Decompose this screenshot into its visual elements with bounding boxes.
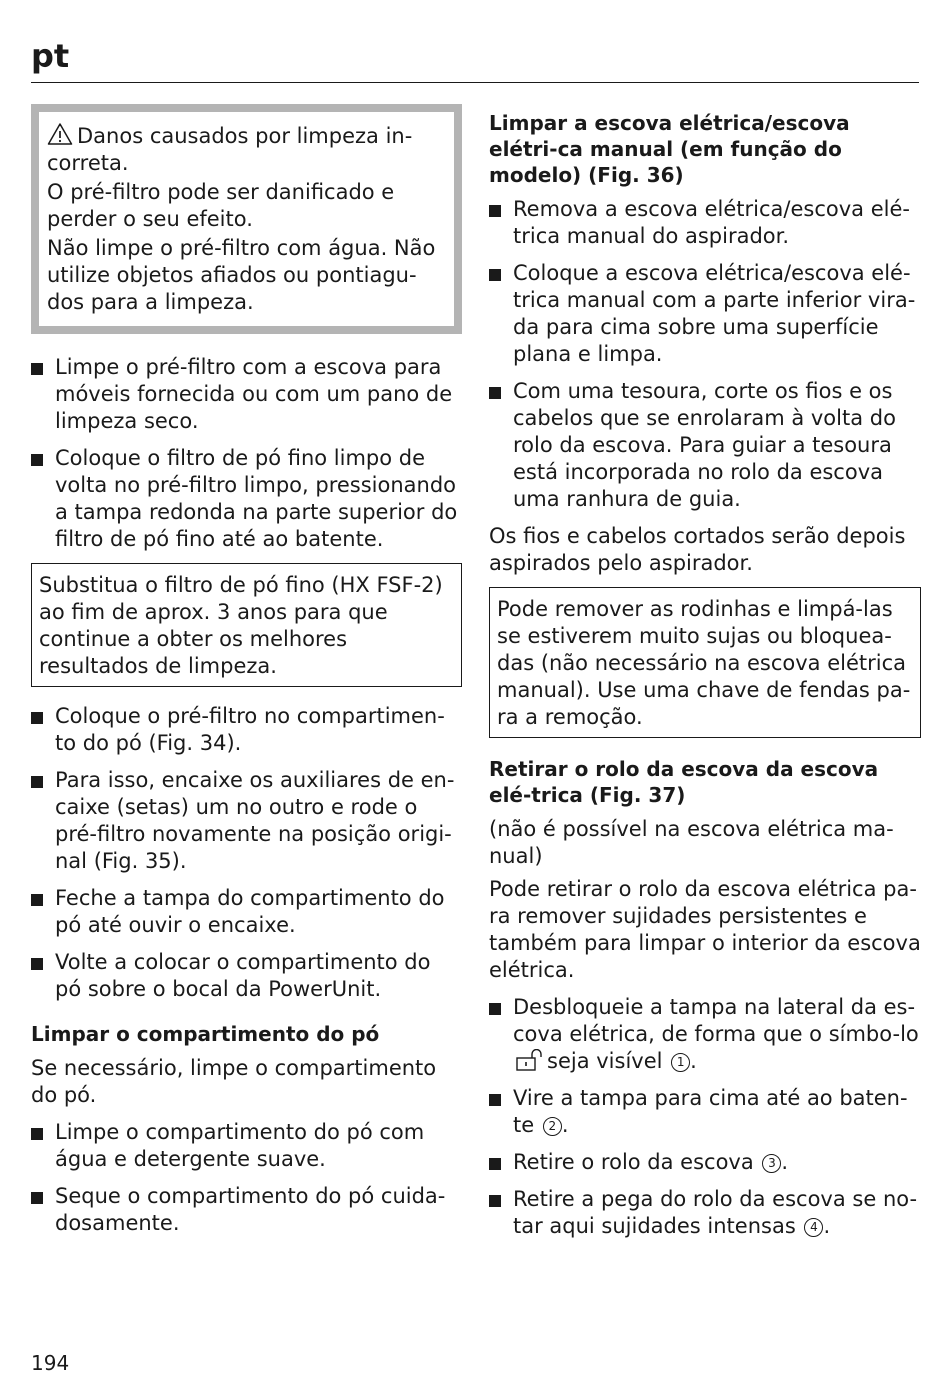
list-item	[31, 1119, 462, 1173]
list-item	[489, 378, 921, 513]
bullet-square	[31, 1192, 43, 1204]
list-item-text: Retire o rolo da escova	[513, 1150, 754, 1174]
bullet-list	[31, 1119, 462, 1237]
list-item-text: Coloque o pré-filtro no compartimen-to do pó (Fig. 34).	[55, 704, 445, 755]
list-item-text: Feche a tampa do compartimento do pó até ouvir o encaixe.	[55, 886, 445, 937]
list-item	[489, 1085, 921, 1139]
paragraph: Os fios e cabelos cortados serão depois aspirados pelo aspirador.	[489, 524, 906, 575]
list-item	[31, 767, 462, 875]
list-item-text: Com uma tesoura, corte os fios e os cabelos que se enrolaram à volta do rolo da escova. Para guiar a tesoura está incorporada no rolo da escova uma ranhura de guia.	[513, 379, 896, 511]
left-column	[31, 104, 462, 1247]
list-item	[31, 703, 462, 757]
list-item-text: Retire a pega do rolo da escova se no-tar aqui sujidades intensas	[513, 1187, 918, 1238]
bullet-list	[489, 994, 921, 1240]
section-heading: Retirar o rolo da escova da escova elé-trica (Fig. 37)	[489, 757, 879, 807]
callout-number: 2	[543, 1117, 562, 1136]
bullet-square	[31, 1128, 43, 1140]
bullet-square	[31, 363, 43, 375]
paragraph: Pode retirar o rolo da escova elétrica pa-ra remover sujidades persistentes e também para limpar o interior da escova elétrica.	[489, 877, 921, 982]
punctuation: .	[690, 1049, 697, 1073]
unlock-icon	[515, 1049, 545, 1071]
callout-number: 4	[804, 1218, 823, 1237]
list-item	[489, 260, 921, 368]
warning-line: Não limpe o pré-filtro com água. Não utilize objetos afiados ou pontiagu-dos para a limpeza.	[47, 236, 436, 314]
punctuation: .	[781, 1150, 789, 1174]
page-number: 194	[31, 1351, 70, 1375]
list-item	[489, 994, 921, 1075]
warning-triangle-icon	[47, 122, 73, 146]
list-item	[489, 1149, 921, 1176]
bullet-square	[31, 776, 43, 788]
list-item-text: seja visível	[547, 1049, 663, 1073]
language-code: pt	[31, 37, 70, 75]
bullet-square	[489, 1094, 501, 1106]
list-item	[489, 1186, 921, 1240]
list-item-text: Limpe o pré-filtro com a escova para móveis fornecida ou com um pano de limpeza seco.	[55, 355, 453, 433]
list-item-text: Para isso, encaixe os auxiliares de en-caixe (setas) um no outro e rode o pré-filtro novamente na posição origi-nal (Fig. 35).	[55, 768, 455, 873]
list-item	[31, 354, 462, 435]
bullet-square	[489, 205, 501, 217]
bullet-list	[31, 703, 462, 1003]
list-item-text: Seque o compartimento do pó cuida-dosamente.	[55, 1184, 446, 1235]
list-item-text: Coloque o filtro de pó fino limpo de volta no pré-filtro limpo, pressionando a tampa redonda na parte superior do filtro de pó fino até ao batente.	[55, 446, 458, 551]
warning-title-text: Danos causados por limpeza in-correta.	[47, 124, 413, 175]
list-item	[489, 196, 921, 250]
list-item-text: Remova a escova elétrica/escova elé-trica manual do aspirador.	[513, 197, 910, 248]
section-heading: Limpar a escova elétrica/escova elétri-ca manual (em função do modelo) (Fig. 36)	[489, 111, 850, 187]
list-item	[31, 949, 462, 1003]
list-item-text: Limpe o compartimento do pó com água e detergente suave.	[55, 1120, 425, 1171]
bullet-square	[31, 454, 43, 466]
bullet-list	[31, 354, 462, 553]
warning-title	[47, 122, 442, 177]
bullet-square	[489, 1195, 501, 1207]
header-rule	[31, 82, 919, 83]
bullet-square	[31, 958, 43, 970]
list-item-text: Desbloqueie a tampa na lateral da es-cova elétrica, de forma que o símbo-lo	[513, 995, 919, 1046]
bullet-square	[31, 894, 43, 906]
bullet-square	[489, 269, 501, 281]
warning-line: O pré-filtro pode ser danificado e perder o seu efeito.	[47, 180, 395, 231]
bullet-square	[489, 1158, 501, 1170]
bullet-square	[489, 387, 501, 399]
note-box: Pode remover as rodinhas e limpá-las se estiverem muito sujas ou bloquea-das (não necessário na escova elétrica manual). Use uma chave de fendas pa-ra a remoção.	[489, 587, 921, 738]
punctuation: .	[561, 1113, 569, 1137]
right-column	[489, 110, 921, 1250]
note-box: Substitua o filtro de pó fino (HX FSF-2) ao fim de aprox. 3 anos para que continue a obter os melhores resultados de limpeza.	[31, 563, 462, 687]
callout-number: 1	[671, 1053, 690, 1072]
warning-box	[31, 104, 462, 334]
paragraph: (não é possível na escova elétrica ma-nual)	[489, 817, 894, 868]
bullet-square	[31, 712, 43, 724]
list-item-text: Vire a tampa para cima até ao baten-te	[513, 1086, 908, 1137]
list-item	[31, 445, 462, 553]
list-item-text: Volte a colocar o compartimento do pó sobre o bocal da PowerUnit.	[55, 950, 431, 1001]
punctuation: .	[823, 1214, 831, 1238]
paragraph: Se necessário, limpe o compartimento do pó.	[31, 1056, 437, 1107]
bullet-list	[489, 196, 921, 513]
list-item	[31, 1183, 462, 1237]
section-heading: Limpar o compartimento do pó	[31, 1022, 380, 1046]
list-item-text: Coloque a escova elétrica/escova elé-trica manual com a parte inferior vira-da para cima sobre uma superfície plana e limpa.	[513, 261, 916, 366]
callout-number: 3	[762, 1154, 781, 1173]
bullet-square	[489, 1003, 501, 1015]
list-item	[31, 885, 462, 939]
